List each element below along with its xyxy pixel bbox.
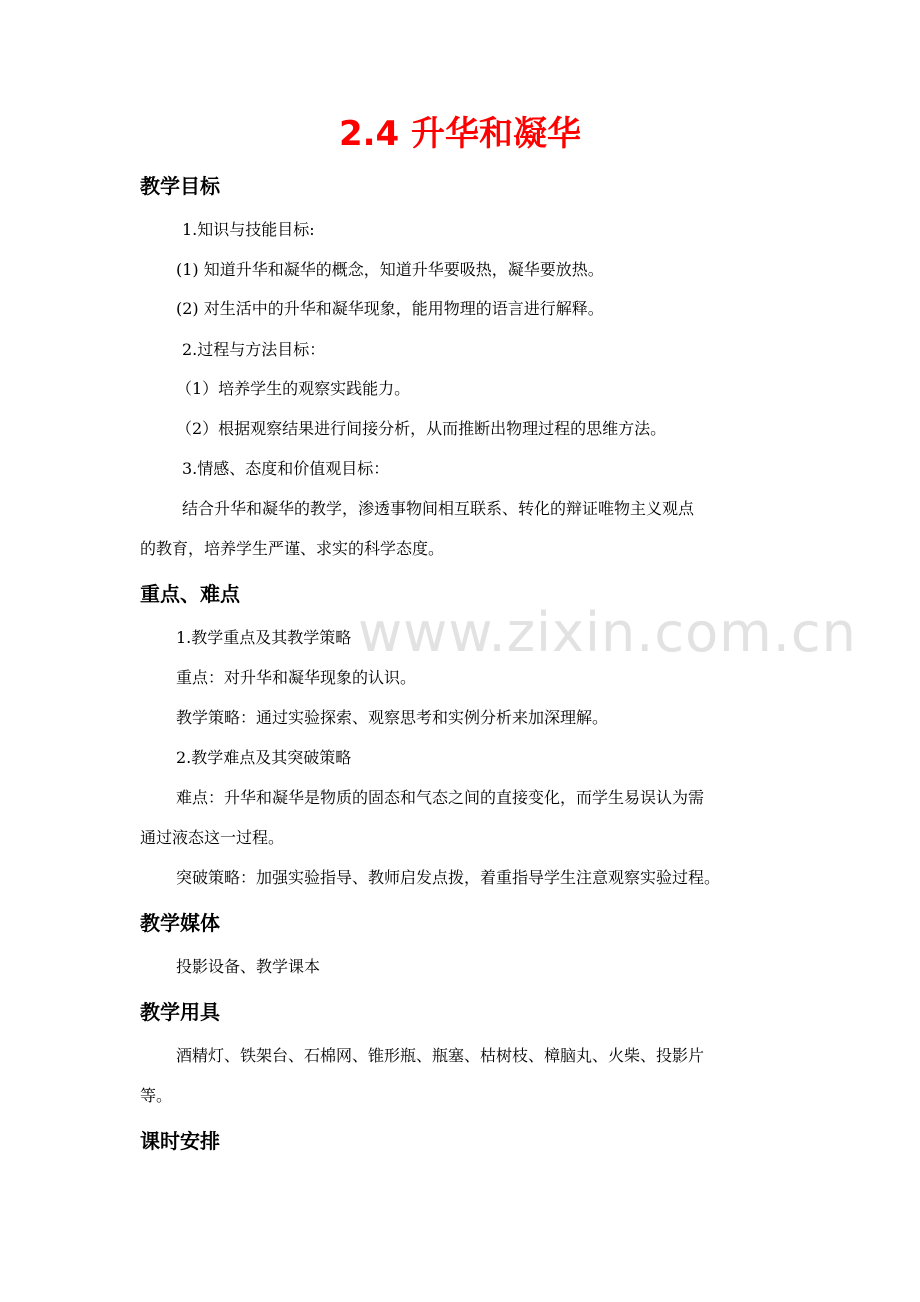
keypoint-line: 通过液态这一过程。 bbox=[140, 828, 285, 847]
objective-line: (1) 知道升华和凝华的概念，知道升华要吸热，凝华要放热。 bbox=[176, 260, 604, 279]
section-heading-objectives: 教学目标 bbox=[140, 174, 220, 198]
keypoint-line: 2.教学难点及其突破策略 bbox=[176, 748, 352, 767]
section-heading-schedule: 课时安排 bbox=[140, 1129, 220, 1153]
objective-line: （2）根据观察结果进行间接分析，从而推断出物理过程的思维方法。 bbox=[176, 419, 667, 438]
tools-line: 酒精灯、铁架台、石棉网、锥形瓶、瓶塞、枯树枝、樟脑丸、火柴、投影片 bbox=[176, 1046, 705, 1065]
tools-line: 等。 bbox=[140, 1086, 173, 1105]
keypoint-line: 突破策略：加强实验指导、教师启发点拨，着重指导学生注意观察实验过程。 bbox=[176, 868, 721, 887]
document-title: 2.4 升华和凝华 bbox=[338, 114, 582, 154]
section-heading-keypoints: 重点、难点 bbox=[140, 582, 240, 606]
media-line: 投影设备、教学课本 bbox=[176, 957, 321, 976]
keypoint-line: 重点：对升华和凝华现象的认识。 bbox=[176, 668, 417, 687]
objective-line: 2.过程与方法目标： bbox=[182, 340, 326, 359]
section-heading-tools: 教学用具 bbox=[140, 1000, 220, 1024]
objective-line: （1）培养学生的观察实践能力。 bbox=[176, 379, 411, 398]
watermark: www.zixin.com.cn bbox=[358, 601, 857, 664]
keypoint-line: 1.教学重点及其教学策略 bbox=[176, 628, 352, 647]
objective-line: 3.情感、态度和价值观目标： bbox=[182, 459, 390, 478]
objective-line: 结合升华和凝华的教学，渗透事物间相互联系、转化的辩证唯物主义观点 bbox=[182, 499, 695, 518]
keypoint-line: 难点：升华和凝华是物质的固态和气态之间的直接变化，而学生易误认为需 bbox=[176, 788, 705, 807]
objective-line: (2) 对生活中的升华和凝华现象，能用物理的语言进行解释。 bbox=[176, 299, 604, 318]
keypoint-line: 教学策略：通过实验探索、观察思考和实例分析来加深理解。 bbox=[176, 708, 609, 727]
objective-line: 1.知识与技能目标: bbox=[182, 220, 315, 239]
section-heading-media: 教学媒体 bbox=[140, 911, 220, 935]
objective-line: 的教育，培养学生严谨、求实的科学态度。 bbox=[140, 539, 445, 558]
